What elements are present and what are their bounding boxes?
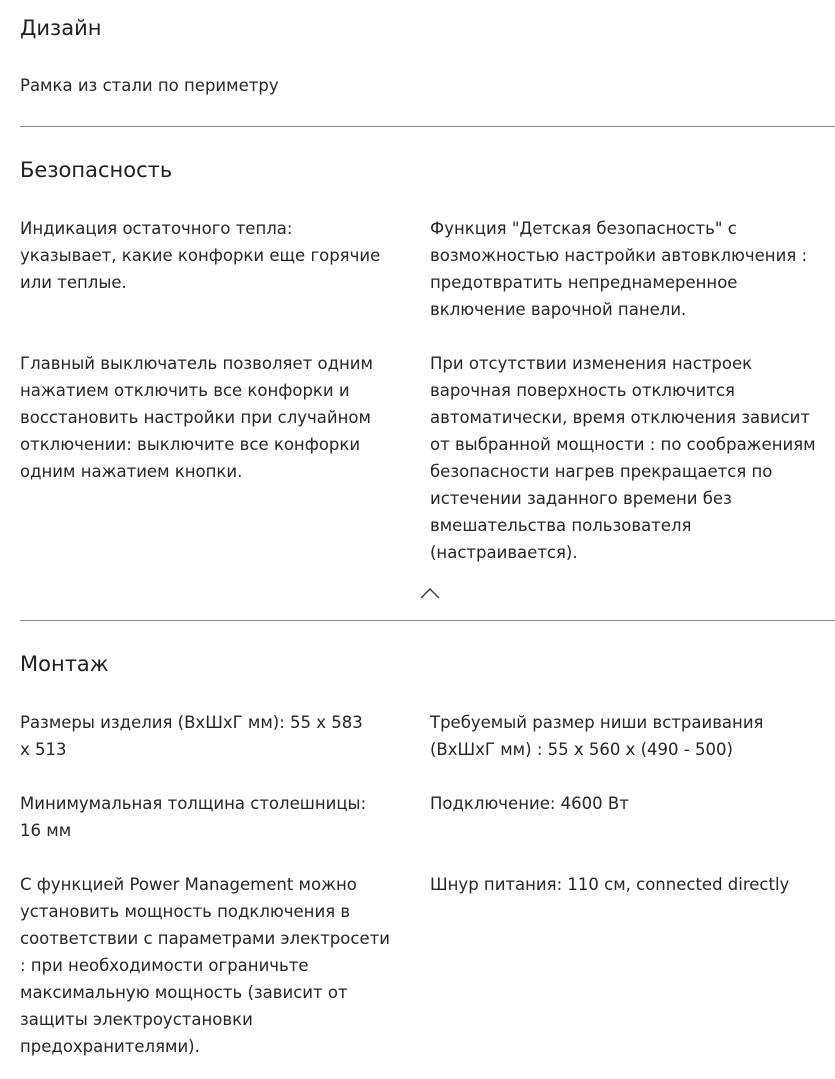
install-niche-size: Требуемый размер ниши встраивания (ВхШхГ мм) : 55 x 560 x (490 - 500) (430, 713, 764, 759)
divider-safety (20, 620, 835, 621)
chevron-up-icon (419, 585, 441, 601)
install-connection-power: Подключение: 4600 Вт (430, 794, 629, 813)
install-worktop-thickness: Минимумальная толщина столешницы: 16 мм (20, 794, 367, 840)
divider-design (20, 126, 835, 127)
safety-main-switch: Главный выключатель позволяет одним нажатием отключить все конфорки и восстановить настройки при случайном отключении: выключите все конфорки одним нажатием кнопки. (20, 354, 373, 481)
install-product-dimensions: Размеры изделия (ВхШхГ мм): 55 x 583 x 513 (20, 713, 363, 759)
design-item-frame: Рамка из стали по периметру (20, 76, 279, 95)
install-power-cord: Шнур питания: 110 см, connected directly (430, 875, 790, 894)
safety-residual-heat: Индикация остаточного тепла: указывает, какие конфорки еще горячие или теплые. (20, 219, 381, 292)
safety-section-title: Безопасность (20, 158, 173, 182)
install-power-management: С функцией Power Management можно установить мощность подключения в соответствии с параметрами электросети : при необходимости ограничьте максимальную мощность (зависит от защиты электроустановки предохранителями). (20, 875, 390, 1056)
design-section-title: Дизайн (20, 16, 102, 40)
collapse-safety-button[interactable] (419, 585, 441, 601)
safety-auto-off: При отсутствии изменения настроек варочная поверхность отключится автоматически, время отключения зависит от выбранной мощности : по соображениям безопасности нагрев прекращается по истечении заданного времени без вмешательства пользователя (настраивается). (430, 354, 816, 562)
installation-section-title: Монтаж (20, 652, 109, 676)
safety-child-lock: Функция "Детская безопасность" с возможностью настройки автовключения : предотвратить непреднамеренное включение варочной панели. (430, 219, 808, 319)
